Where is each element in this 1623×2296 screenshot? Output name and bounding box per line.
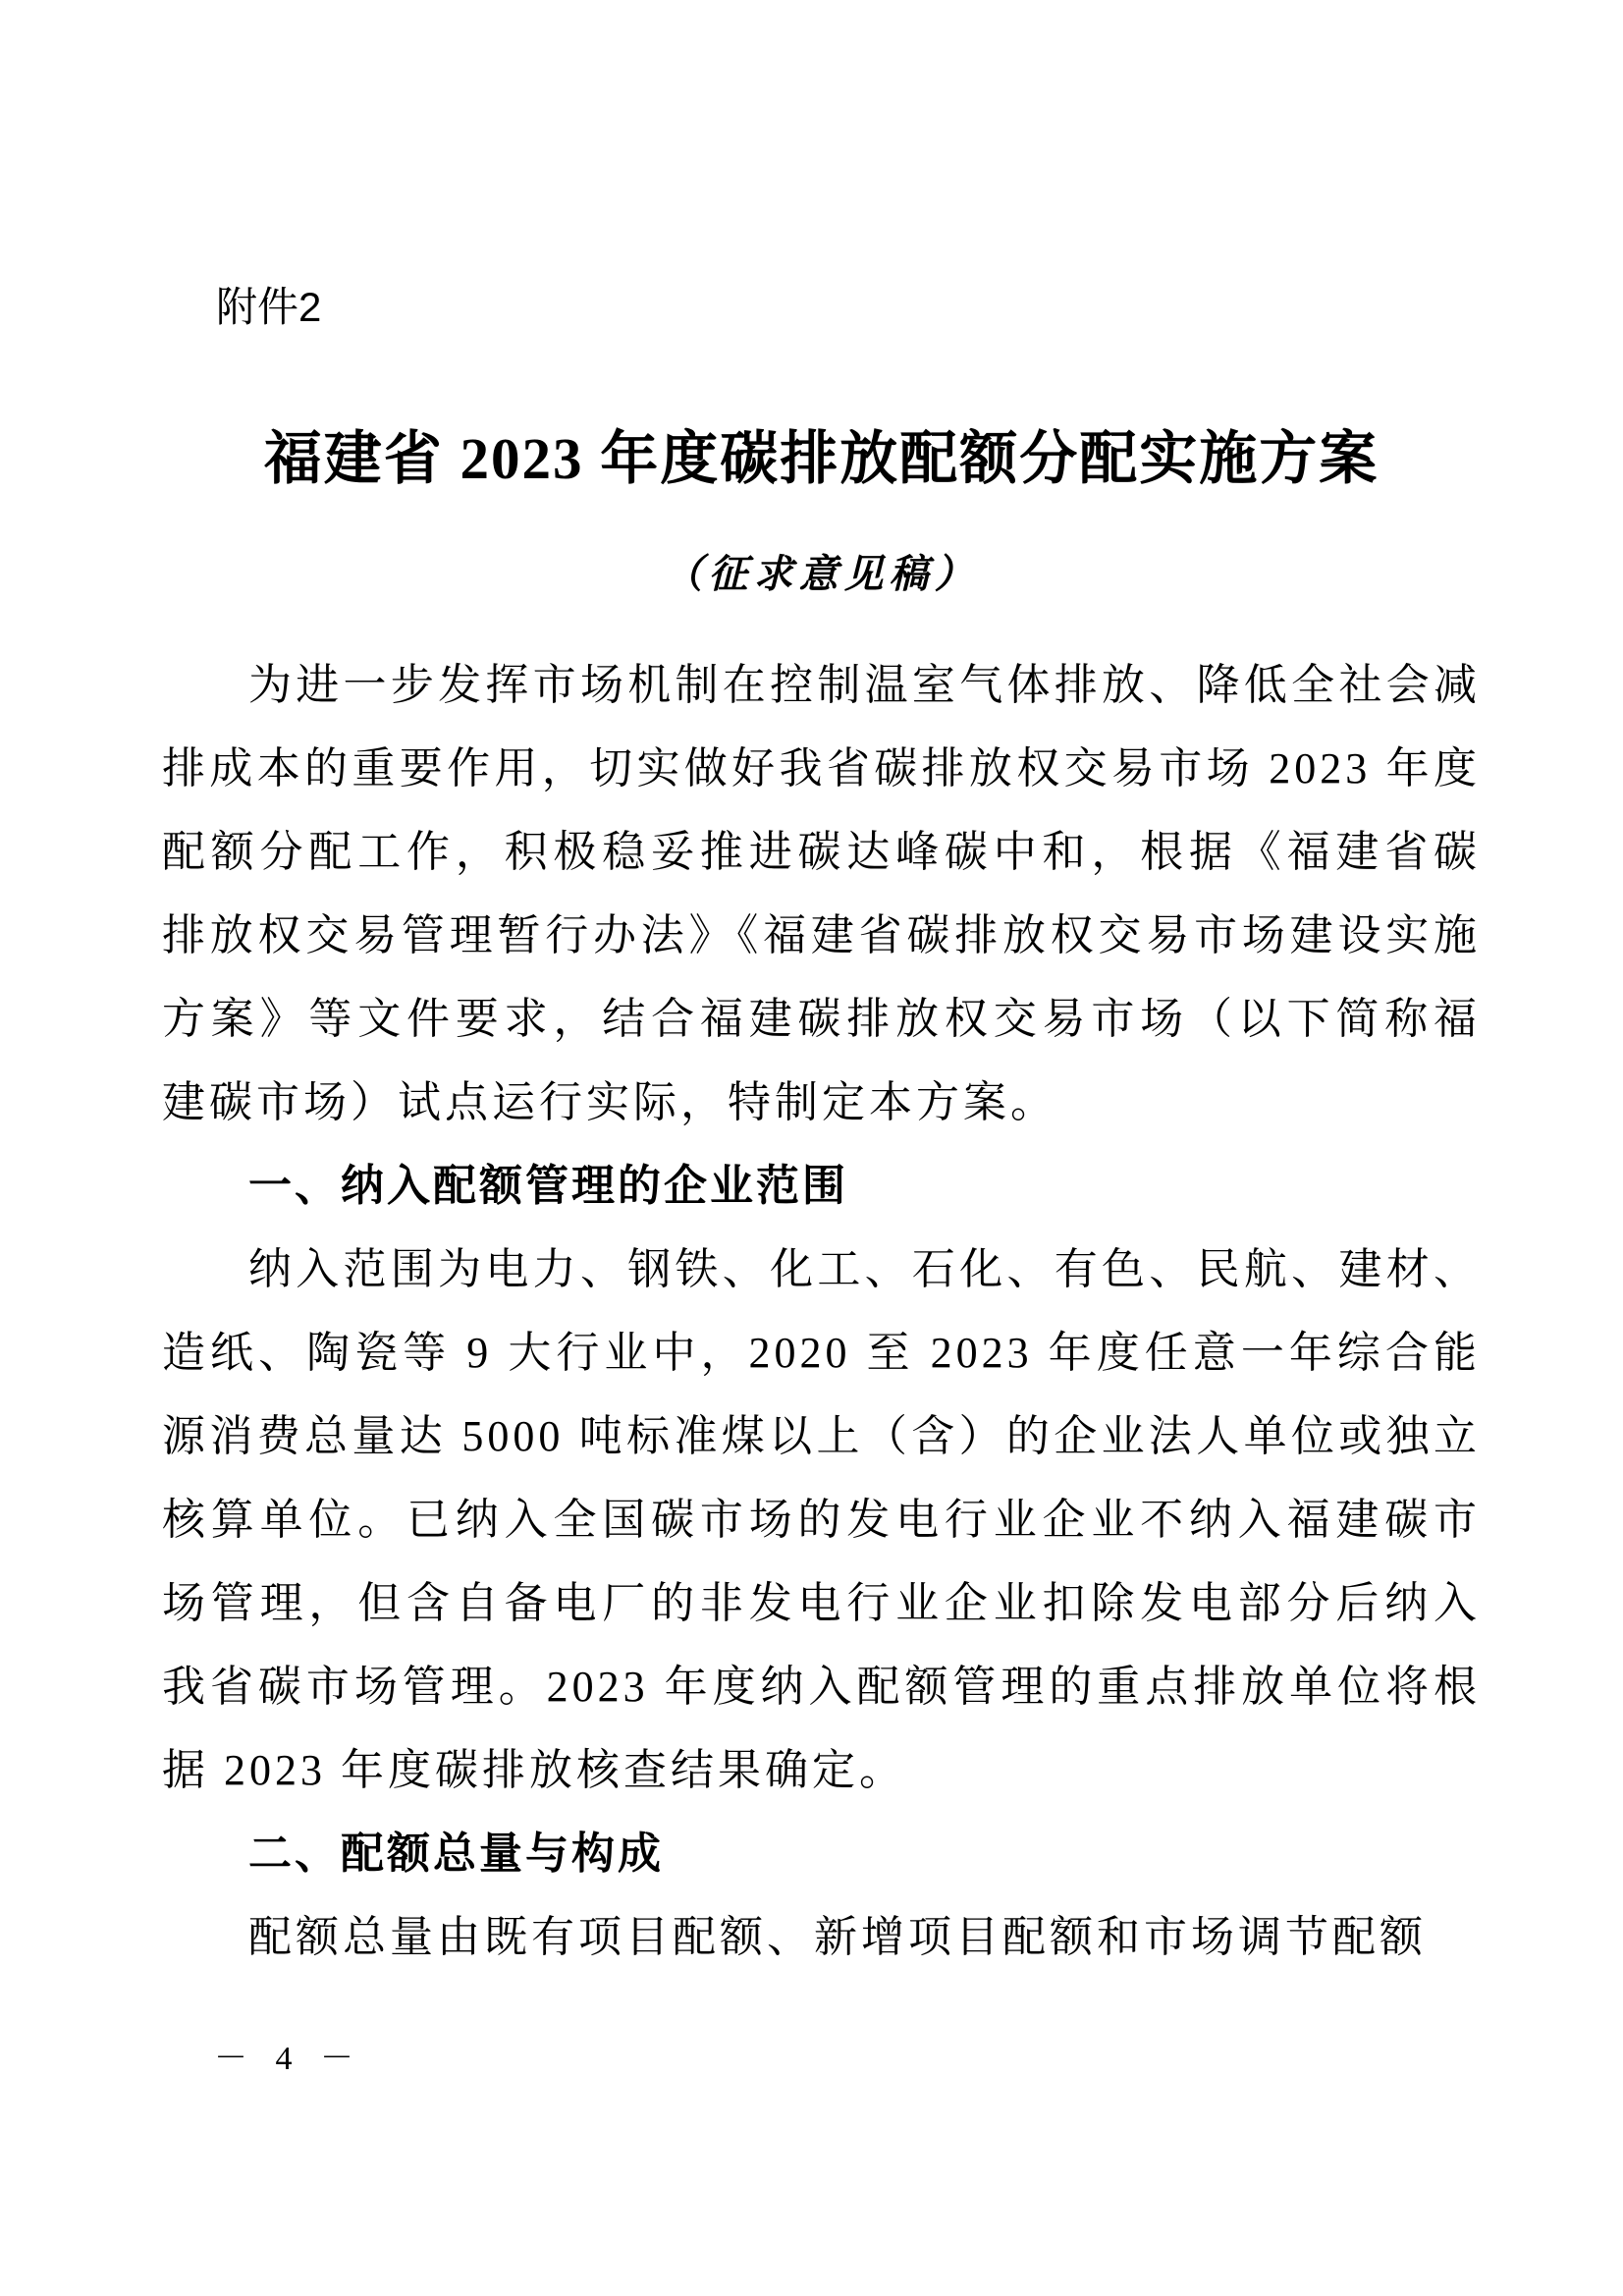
attachment-label: 附件2 bbox=[216, 284, 322, 330]
document-subtitle: （征求意见稿） bbox=[663, 552, 980, 596]
section-2-heading: 二、配额总量与构成 bbox=[248, 1830, 664, 1878]
section-2-paragraph: 配额总量由既有项目配额、新增项目配额和市场调节配额 bbox=[248, 1913, 1427, 1961]
page-number: － 4 － bbox=[214, 2041, 363, 2077]
intro-paragraph: 为进一步发挥市场机制在控制温室气体排放、降低全社会减排成本的重要作用，切实做好我省碳排放权交易市场 2023 年度配额分配工作，积极稳妥推进碳达峰碳中和，根据《福建省碳排放权交易管理暂行办法》《福建省碳排放权交易市场建设实施方案》等文件要求，结合福建碳排放权交易市场（以下简称福建碳市场）试点运行实际，特制定本方案。 bbox=[162, 661, 1481, 1126]
document-title: 福建省 2023 年度碳排放配额分配实施方案 bbox=[263, 426, 1380, 491]
section-1-heading: 一、纳入配额管理的企业范围 bbox=[248, 1162, 848, 1210]
document-content bbox=[0, 280, 1623, 1979]
section-1-paragraph: 纳入范围为电力、钢铁、化工、石化、有色、民航、建材、造纸、陶瓷等 9 大行业中，2020 至 2023 年度任意一年综合能源消费总量达 5000 吨标准煤以上（含）的企业法人单位或独立核算单位。已纳入全国碳市场的发电行业企业不纳入福建碳市场管理，但含自备电厂的非发电行业企业扣除发电部分后纳入我省碳市场管理。2023 年度纳入配额管理的重点排放单位将根据 2023 年度碳排放核查结果确定。 bbox=[162, 1245, 1481, 1794]
